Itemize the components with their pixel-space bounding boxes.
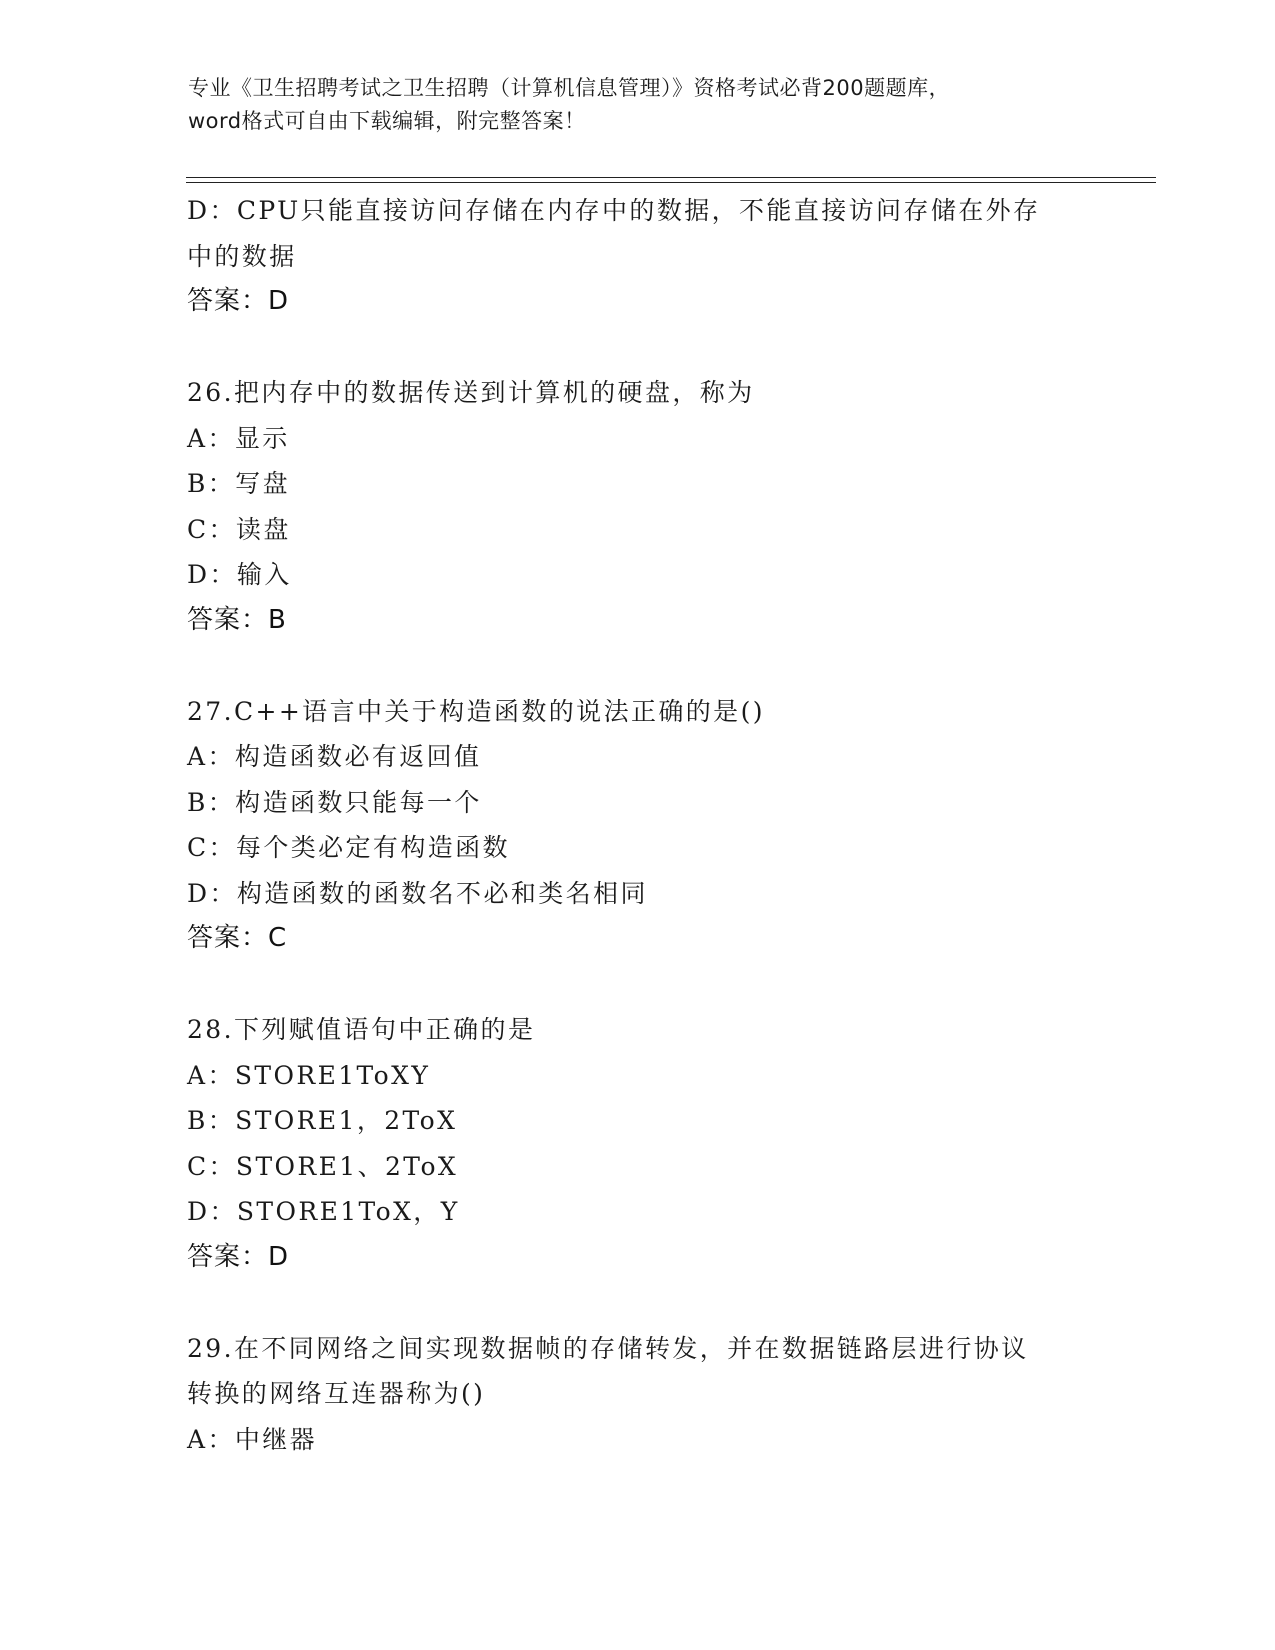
option-b: B：构造函数只能每一个	[187, 787, 482, 817]
option-d: D：STORE1ToX，Y	[187, 1197, 460, 1226]
option-b: B：STORE1，2ToX	[187, 1106, 458, 1135]
option-c: C：读盘	[187, 514, 291, 544]
header-divider-bottom	[186, 182, 1156, 183]
option-d-continued: 中的数据	[187, 241, 297, 271]
answer-label: 答案：B	[187, 604, 287, 635]
question-stem-28: 28.下列赋值语句中正确的是	[187, 1015, 536, 1044]
answer-label: 答案：D	[187, 286, 290, 316]
option-c: C：STORE1、2ToX	[187, 1151, 459, 1181]
question-stem-29: 29.在不同网络之间实现数据帧的存储转发，并在数据链路层进行协议	[187, 1333, 1029, 1363]
option-b: B：写盘	[187, 469, 290, 498]
option-a: A：STORE1ToXY	[187, 1060, 431, 1090]
question-content	[187, 188, 1087, 1462]
option-c: C：每个类必定有构造函数	[187, 833, 510, 862]
question-stem-27: 27.C++语言中关于构造函数的说法正确的是()	[187, 696, 765, 726]
document-header	[188, 72, 1078, 138]
answer-label: 答案：D	[187, 1241, 290, 1272]
header-title-line-1: 专业《卫生招聘考试之卫生招聘（计算机信息管理）》资格考试必背200题题库，	[188, 76, 951, 100]
spacer	[187, 643, 1087, 689]
question-stem-26: 26.把内存中的数据传送到计算机的硬盘，称为	[187, 378, 755, 407]
option-d: D：CPU只能直接访问存储在内存中的数据，不能直接访问存储在外存	[187, 196, 1041, 225]
spacer	[187, 962, 1087, 1008]
spacer	[187, 325, 1087, 371]
spacer	[187, 1280, 1087, 1326]
answer-label: 答案：C	[187, 923, 288, 953]
option-d: D：构造函数的函数名不必和类名相同	[187, 878, 648, 908]
option-a: A：中继器	[187, 1424, 318, 1454]
option-d: D：输入	[187, 560, 292, 589]
header-divider-top	[186, 177, 1156, 178]
option-a: A：显示	[187, 423, 290, 453]
question-stem-29-continued: 转换的网络互连器称为()	[187, 1379, 486, 1408]
header-title-line-2: word格式可自由下载编辑，附完整答案！	[188, 109, 586, 133]
option-a: A：构造函数必有返回值	[187, 742, 482, 771]
